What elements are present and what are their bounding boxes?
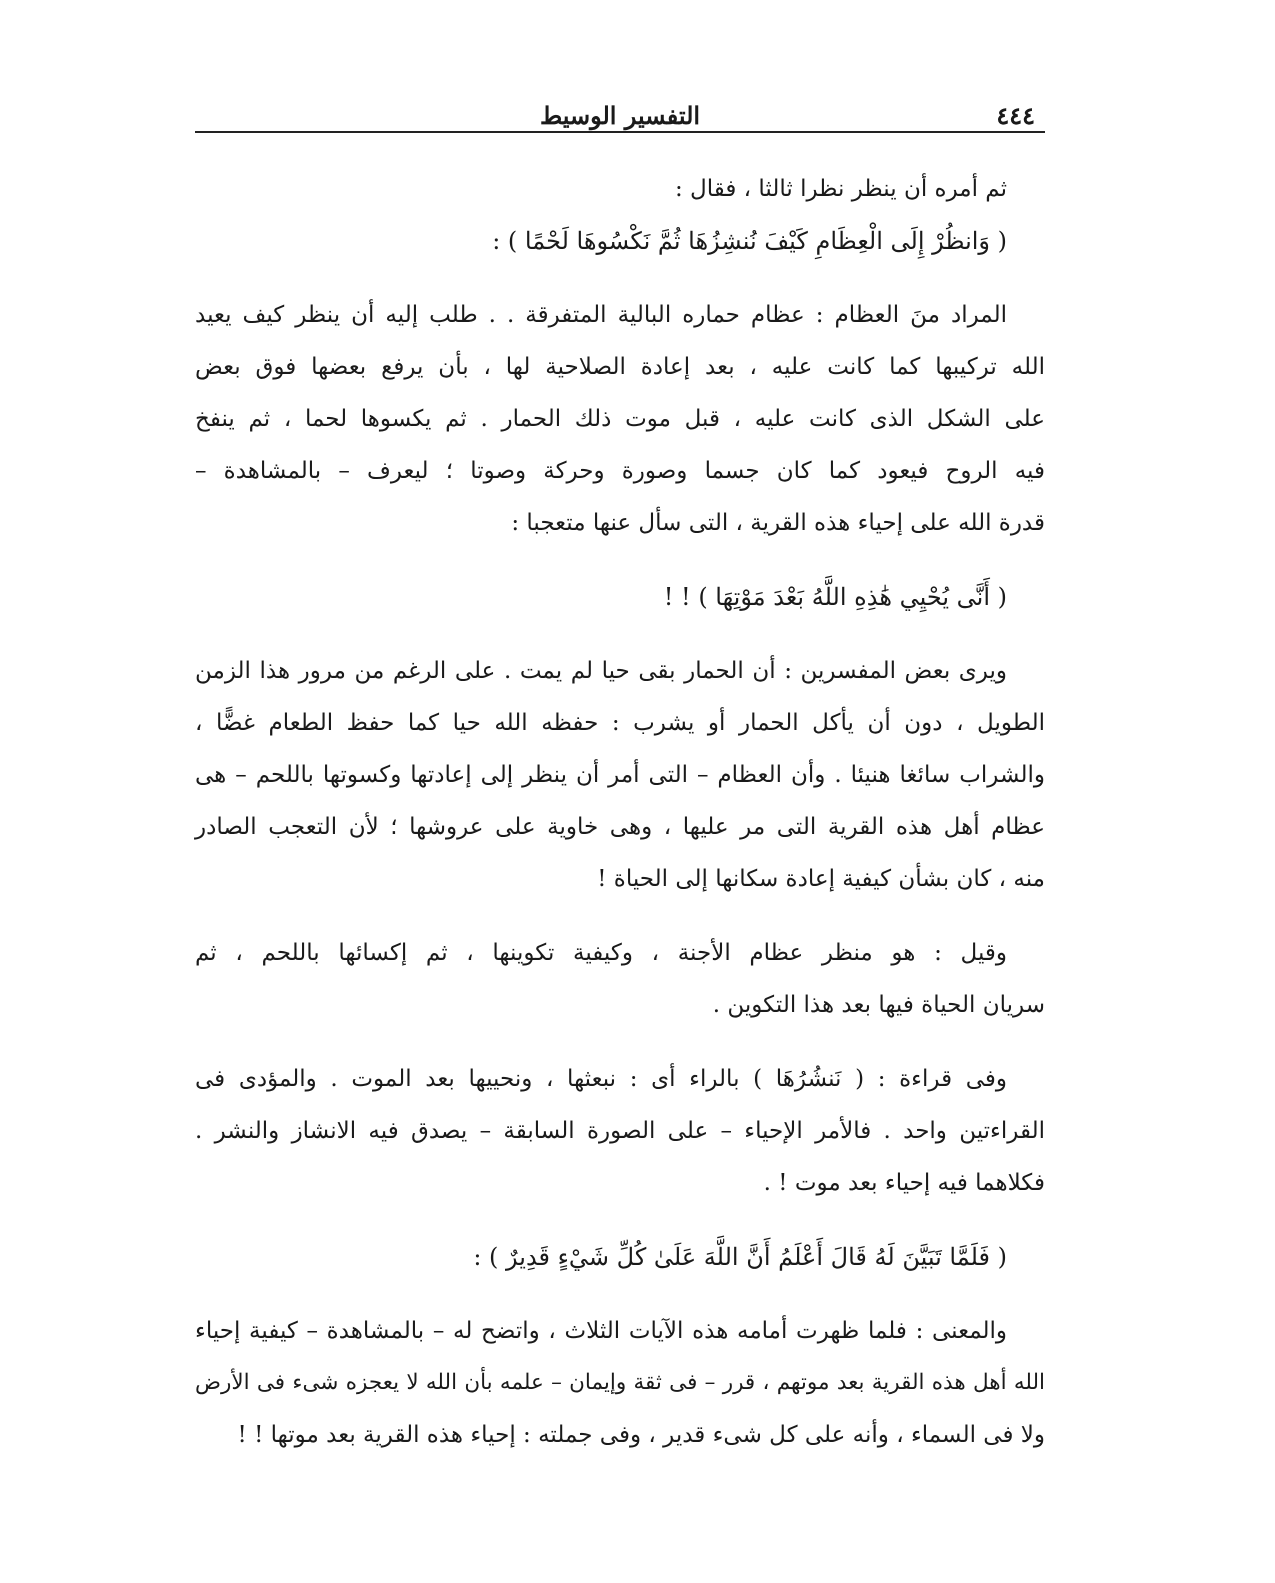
text-line: قدرة الله على إحياء هذه القرية ، التى سأل عنها متعجبا : [511,510,1045,536]
intro-line: ثم أمره أن ينظر نظرا ثالثا ، فقال : [674,176,1007,202]
paragraph-reading [195,1053,1045,1209]
quran-verse-1: ( وَانظُرْ إِلَى الْعِظَامِ كَيْفَ نُنشِزُهَا ثُمَّ نَكْسُوهَا لَحْمًا ) : [492,227,1007,255]
paragraph-meaning [195,1305,1045,1461]
page-number: ٤٤٤ [996,101,1035,130]
text-line: والشراب سائغا هنيئا . وأن العظام – التى أمر أن ينظر إلى إعادتها وكسوتها باللحم – هى [195,762,1045,788]
text-line: فكلاهما فيه إحياء بعد موت ! . [763,1170,1045,1196]
text-line: وفى قراءة : ( نَنشُرُهَا ) بالراء أى : نبعثها ، ونحييها بعد الموت . والمؤدى فى [195,1066,1007,1092]
paragraph-bones-meaning [195,289,1045,549]
book-page [195,95,1045,1461]
text-line: الطويل ، دون أن يأكل الحمار أو يشرب : حفظه الله حيا كما حفظ الطعام غضًّا ، [195,710,1045,736]
text-line: ولا فى السماء ، وأنه على كل شىء قدير ، وفى جملته : إحياء هذه القرية بعد موتها ! ! [237,1422,1045,1448]
text-line: والمعنى : فلما ظهرت أمامه هذه الآيات الثلاث ، واتضح له – بالمشاهدة – كيفية إحياء [195,1318,1007,1344]
quran-verse-3: ( فَلَمَّا تَبَيَّنَ لَهُ قَالَ أَعْلَمُ أَنَّ اللَّهَ عَلَىٰ كُلِّ شَيْءٍ قَدِيرٌ ) : [473,1243,1007,1271]
text-line: فيه الروح فيعود كما كان جسما وصورة وحركة وصوتا ؛ ليعرف – بالمشاهدة – [195,458,1045,484]
page-header [195,95,1045,133]
text-line: القراءتين واحد . فالأمر الإحياء – على الصورة السابقة – يصدق فيه الانشاز والنشر . [195,1118,1045,1144]
text-line: سريان الحياة فيها بعد هذا التكوين . [712,992,1045,1018]
text-line: المراد منَ العظام : عظام حماره البالية المتفرقة . . طلب إليه أن ينظر كيف يعيد [195,302,1008,328]
text-line: الله أهل هذه القرية بعد موتهم ، قرر – فى ثقة وإيمان – علمه بأن الله لا يعجزه شىء فى الأرض [195,1370,1045,1395]
text-line: عظام أهل هذه القرية التى مر عليها ، وهى خاوية على عروشها ؛ لأن التعجب الصادر [195,814,1045,840]
running-title: التفسير الوسيط [539,101,701,130]
quran-verse-2: ( أَنَّى يُحْيِي هَٰذِهِ اللَّهُ بَعْدَ مَوْتِهَا ) ! ! [663,583,1007,611]
text-line: وقيل : هو منظر عظام الأجنة ، وكيفية تكوينها ، ثم إكسائها باللحم ، ثم [195,940,1007,966]
paragraph-embryo [195,927,1045,1031]
text-line: الله تركيبها كما كانت عليه ، بعد إعادة الصلاحية لها ، بأن يرفع بعضها فوق بعض [195,354,1045,380]
text-line: على الشكل الذى كانت عليه ، قبل موت ذلك الحمار . ثم يكسوها لحما ، ثم ينفخ [195,406,1045,432]
text-line: منه ، كان بشأن كيفية إعادة سكانها إلى الحياة ! [597,866,1045,892]
paragraph-commentators [195,645,1045,905]
text-line: ويرى بعض المفسرين : أن الحمار بقى حيا لم يمت . على الرغم من مرور هذا الزمن [195,658,1007,684]
